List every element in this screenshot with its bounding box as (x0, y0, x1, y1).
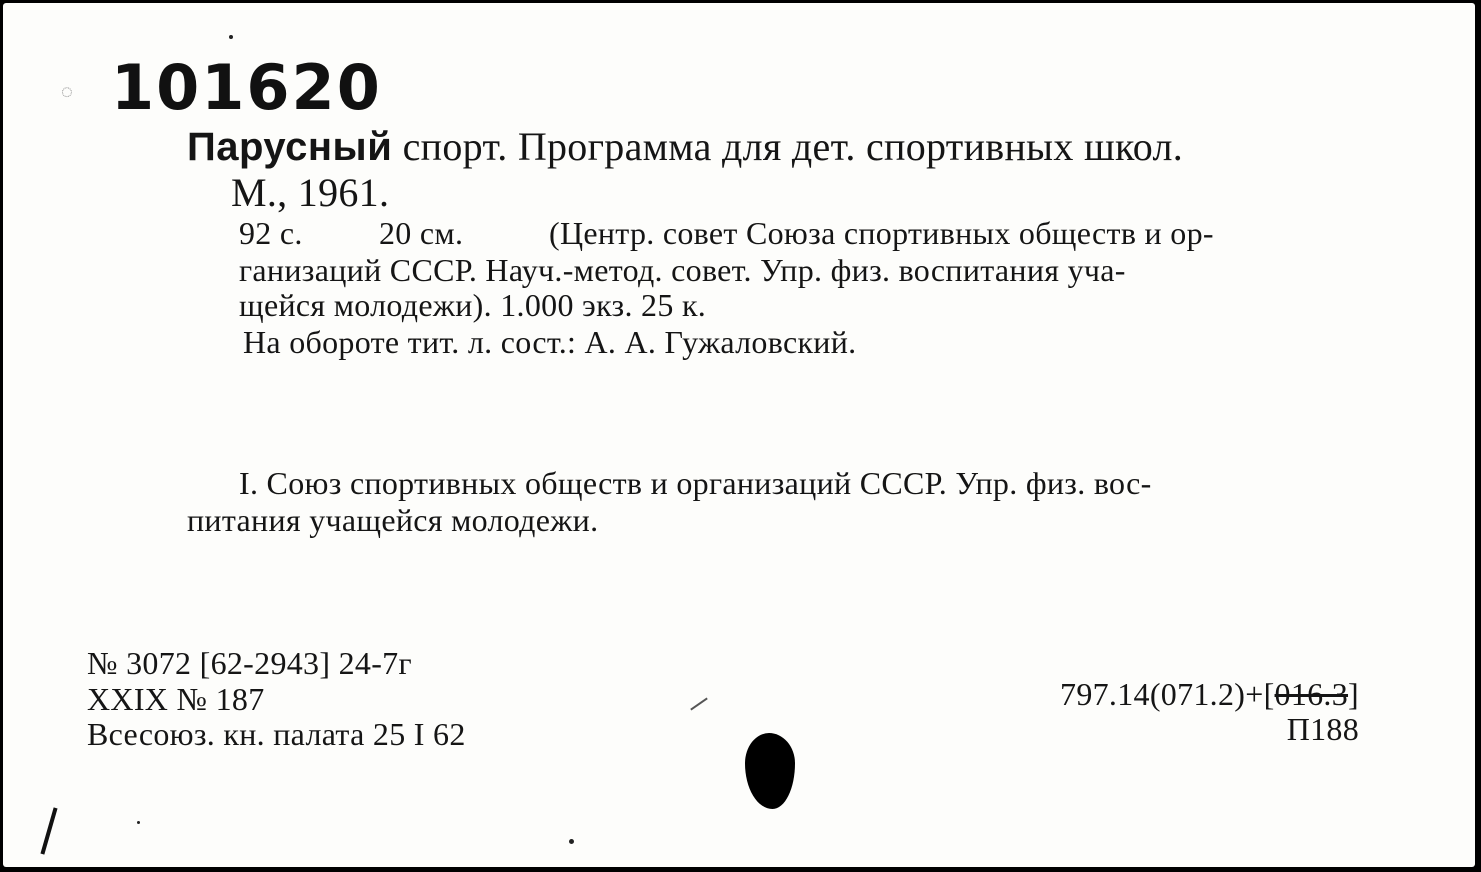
footer-left-line-3: Всесоюз. кн. палата 25 I 62 (87, 716, 466, 752)
series-line-3: щейся молодежи). 1.000 экз. 25 к. (239, 287, 707, 323)
classification-index (1060, 676, 1359, 713)
classification-end: ] (1348, 676, 1359, 712)
footer-left-line-1: № 3072 [62-2943] 24-7г (87, 645, 412, 681)
title-rest: спорт. Программа для дет. спортивных школ. (392, 124, 1184, 169)
tracing-line-2: питания учащейся молодежи. (187, 502, 599, 538)
title-bold-word: Парусный (187, 125, 393, 169)
title-line (187, 123, 1183, 170)
speck-icon (137, 821, 140, 824)
speck-icon (569, 839, 574, 844)
imprint: М., 1961. (231, 170, 390, 215)
pencil-tick-icon (690, 697, 708, 710)
speck-icon (229, 35, 233, 39)
ink-blot-icon (745, 733, 795, 809)
compiler-note: На обороте тит. л. сост.: А. А. Гужаловский. (243, 324, 857, 360)
series-line-1: (Центр. совет Союза спортивных обществ и ор- (549, 215, 1214, 251)
footer-left-line-2: XXIX № 187 (87, 681, 265, 717)
catalog-card (3, 3, 1475, 867)
tracing-line-1: I. Союз спортивных обществ и организаций СССР. Упр. физ. вос- (239, 465, 1152, 501)
inventory-number: 101620 (111, 51, 382, 124)
series-line-2: ганизаций СССР. Науч.-метод. совет. Упр. физ. воспитания уча- (239, 252, 1126, 288)
pages: 92 с. (239, 215, 303, 251)
ink-smudge-icon: ◌ (61, 81, 73, 103)
classification-struck: 016.3 (1274, 676, 1349, 712)
author-mark: П188 (1286, 711, 1359, 747)
size: 20 см. (379, 215, 464, 251)
classification-main: 797.14(071.2)+[ (1060, 676, 1275, 712)
pencil-slash-icon (40, 807, 57, 854)
collation-line (239, 215, 1214, 252)
